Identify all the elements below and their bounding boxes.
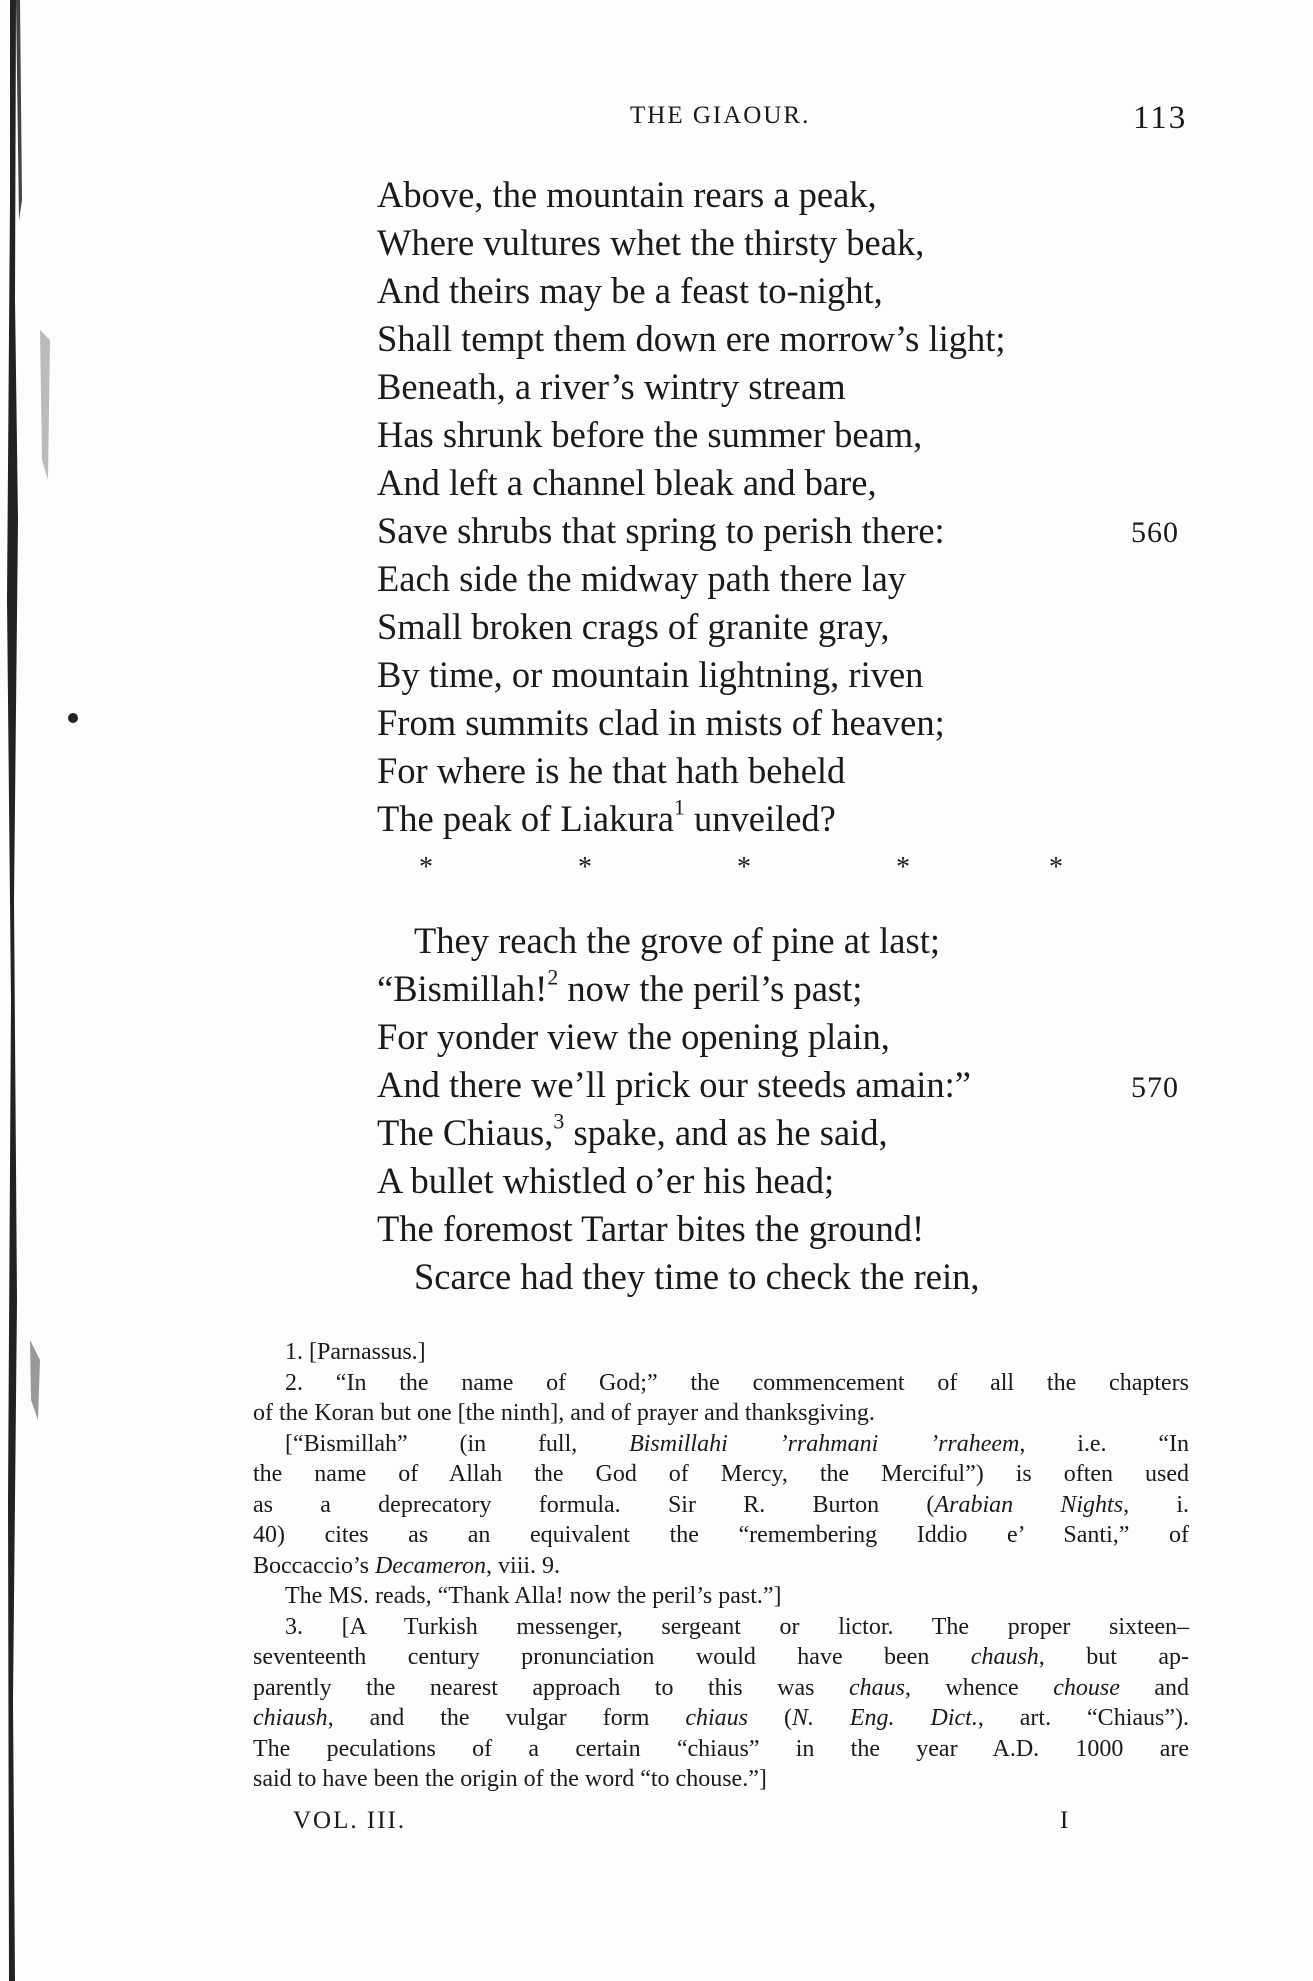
verse-line: They reach the grove of pine at last; [414, 920, 940, 961]
fn-italic: Arabian Nights [934, 1492, 1124, 1518]
verse-line: For where is he that hath beheld [377, 750, 846, 791]
footnote-2-line: the name of Allah the God of Mercy, the Merciful”) is often used [253, 1461, 1189, 1487]
asterisk: * [578, 852, 592, 883]
fn-text: , whence [904, 1675, 1054, 1701]
verse-line: And left a channel bleak and bare, [377, 462, 877, 503]
footnote-3-line: said to have been the origin of the word “to chouse.”] [253, 1766, 767, 1792]
signature-mark: I [1060, 1807, 1071, 1834]
verse-line: A bullet whistled o’er his head; [377, 1160, 835, 1201]
fn-italic: chiaus [685, 1705, 748, 1731]
asterisk: * [1049, 852, 1063, 883]
verse-line: From summits clad in mists of heaven; [377, 702, 945, 743]
verse-line [377, 794, 836, 841]
fn-text: , art. “Chiaus”). [977, 1705, 1189, 1731]
verse-line: For yonder view the opening plain, [377, 1016, 890, 1057]
fn-text: [“Bismillah” (in full, [285, 1431, 630, 1457]
footnote-3-line: 3. [A Turkish messenger, sergeant or lictor. The proper sixteen– [285, 1614, 1189, 1640]
verse-line: Shall tempt them down ere morrow’s light; [377, 318, 1006, 359]
fn-italic: Bismillahi ’rrahmani ’rraheem [629, 1431, 1020, 1457]
running-head [0, 102, 1313, 142]
running-title: THE GIAOUR. [630, 102, 811, 129]
footnote-ref: 2 [547, 964, 559, 990]
asterisk: * [896, 852, 910, 883]
fn-text: Boccaccio’s [253, 1553, 375, 1579]
verse-line: Has shrunk before the summer beam, [377, 414, 923, 455]
footnote-2-line [285, 1429, 1189, 1459]
verse-line: Above, the mountain rears a peak, [377, 174, 877, 215]
verse-text: spake, and as he said, [564, 1112, 888, 1153]
verse-line: Each side the midway path there lay [377, 558, 907, 599]
fn-italic: chiaush [253, 1705, 328, 1731]
fn-text: , i. [1123, 1492, 1189, 1518]
verse-line: The foremost Tartar bites the ground! [377, 1208, 925, 1249]
section-break [0, 852, 1313, 892]
fn-italic: chaus [848, 1675, 905, 1701]
line-number: 570 [1131, 1071, 1179, 1104]
footnote-2-line: 40) cites as an equivalent the “remembering Iddio e’ Santi,” of [253, 1522, 1189, 1548]
binding-edge [0, 0, 90, 1981]
verse-text: now the peril’s past; [558, 968, 863, 1009]
fn-text: ( [748, 1705, 792, 1731]
asterisk: * [737, 852, 751, 883]
fn-italic: Decameron [374, 1553, 487, 1579]
footnote-2-line: 2. “In the name of God;” the commencement of all the chapters [285, 1370, 1189, 1396]
volume-label: VOL. III. [293, 1807, 407, 1834]
footnote-1: 1. [Parnassus.] [285, 1339, 426, 1365]
footnote-2-line: of the Koran but one [the ninth], and of prayer and thanksgiving. [253, 1400, 875, 1426]
footnote-ref: 3 [553, 1108, 565, 1134]
footnote-ref: 1 [673, 794, 685, 820]
fn-italic: chaush [970, 1644, 1039, 1670]
fn-text: , and the vulgar form [327, 1705, 686, 1731]
fn-italic: chouse [1053, 1675, 1120, 1701]
verse-line: Save shrubs that spring to perish there: [377, 510, 945, 551]
verse-line: And there we’ll prick our steeds amain:” [377, 1064, 971, 1105]
footnote-3-line: The peculations of a certain “chiaus” in the year A.D. 1000 are [253, 1736, 1189, 1762]
fn-text: and [1119, 1675, 1189, 1701]
fn-text: seventeenth century pronunciation would have been [253, 1644, 971, 1670]
page-number: 113 [1133, 100, 1188, 136]
fn-text: , viii. 9. [486, 1553, 561, 1579]
footnote-3-line [253, 1703, 1189, 1733]
verse-text: The peak of Liakura [377, 798, 674, 839]
footnote-2-line [253, 1490, 1189, 1520]
footnote-3-line [253, 1673, 1189, 1703]
footnote-2-line: The MS. reads, “Thank Alla! now the peril’s past.”] [285, 1583, 782, 1609]
verse-text: unveiled? [684, 798, 836, 839]
fn-text: parently the nearest approach to this was [253, 1675, 849, 1701]
verse-line: By time, or mountain lightning, riven [377, 654, 924, 695]
asterisk: * [419, 852, 433, 883]
fn-text: , i.e. “In [1019, 1431, 1189, 1457]
verse-line: Where vultures whet the thirsty beak, [377, 222, 925, 263]
fn-text: as a deprecatory formula. Sir R. Burton ( [253, 1492, 935, 1518]
fn-text: , but ap- [1038, 1644, 1189, 1670]
footnote-2-line [253, 1551, 1189, 1581]
verse-line [377, 1108, 888, 1155]
verse-line: Beneath, a river’s wintry stream [377, 366, 846, 407]
verse-line: Small broken crags of granite gray, [377, 606, 890, 647]
verse-line: And theirs may be a feast to-night, [377, 270, 883, 311]
fn-italic: N. Eng. Dict. [791, 1705, 978, 1731]
verse-text: The Chiaus, [377, 1112, 554, 1153]
verse-line [377, 964, 863, 1011]
verse-line: Scarce had they time to check the rein, [414, 1256, 980, 1297]
line-number: 560 [1131, 516, 1179, 549]
footnote-3-line [253, 1642, 1189, 1672]
verse-text: “Bismillah! [377, 968, 548, 1009]
